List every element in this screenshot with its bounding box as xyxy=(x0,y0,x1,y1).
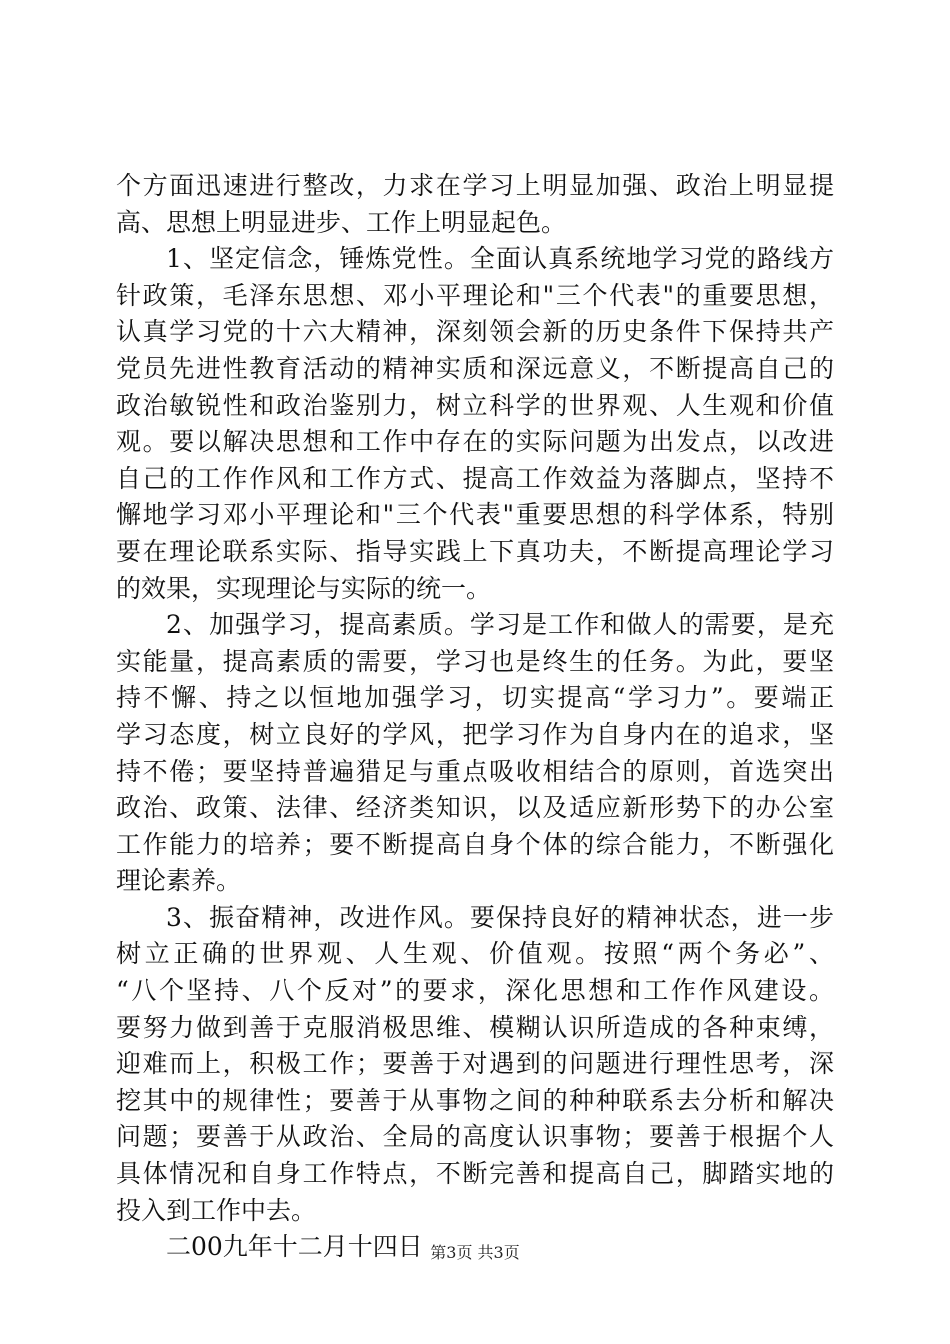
paragraph-line: 持不倦；要坚持普遍猎足与重点吸收相结合的原则，首选突出 xyxy=(116,756,834,786)
paragraph-line: 学习态度，树立良好的学风，把学习作为自身内在的追求，坚 xyxy=(116,719,834,749)
paragraph-line: 观。要以解决思想和工作中存在的实际问题为出发点，以改进 xyxy=(116,427,834,457)
paragraph-line: 针政策，毛泽东思想、邓小平理论和"三个代表"的重要思想， xyxy=(116,280,834,310)
paragraph-line: 要在理论联系实际、指导实践上下真功夫，不断提高理论学习 xyxy=(116,536,834,566)
paragraph-line: 自己的工作作风和工作方式、提高工作效益为落脚点，坚持不 xyxy=(116,463,834,493)
paragraph-line: “八个坚持、八个反对”的要求，深化思想和工作作风建设。 xyxy=(116,976,834,1006)
paragraph-line: 高、思想上明显进步、工作上明显起色。 xyxy=(116,207,567,237)
page-number-footer: 第3页 共3页 xyxy=(430,1243,520,1262)
paragraph-line: 持不懈、持之以恒地加强学习，切实提高“学习力”。要端正 xyxy=(116,683,834,713)
document-date: 二00九年十二月十四日 xyxy=(166,1232,423,1262)
paragraph-line: 2、加强学习，提高素质。学习是工作和做人的需要，是充 xyxy=(166,610,834,640)
paragraph-line: 投入到工作中去。 xyxy=(116,1195,317,1225)
paragraph-line: 懈地学习邓小平理论和"三个代表"重要思想的科学体系，特别 xyxy=(116,500,834,530)
paragraph-line: 政治、政策、法律、经济类知识，以及适应新形势下的办公室 xyxy=(116,793,834,823)
paragraph-line: 个方面迅速进行整改，力求在学习上明显加强、政治上明显提 xyxy=(116,171,834,200)
paragraph-line: 理论素养。 xyxy=(116,866,242,896)
paragraph-line: 党员先进性教育活动的精神实质和深远意义，不断提高自己的 xyxy=(116,353,834,383)
paragraph-line: 问题；要善于从政治、全局的高度认识事物；要善于根据个人 xyxy=(116,1122,834,1152)
paragraph-line: 1、坚定信念，锤炼党性。全面认真系统地学习党的路线方 xyxy=(166,244,834,274)
paragraph-line: 具体情况和自身工作特点，不断完善和提高自己，脚踏实地的 xyxy=(116,1159,834,1189)
paragraph-line: 政治敏锐性和政治鉴别力，树立科学的世界观、人生观和价值 xyxy=(116,390,834,420)
paragraph-line: 3、振奋精神，改进作风。要保持良好的精神状态，进一步 xyxy=(166,902,834,932)
paragraph-line: 树立正确的世界观、人生观、价值观。按照“两个务必”、 xyxy=(116,939,834,969)
paragraph-line: 的效果，实现理论与实际的统一。 xyxy=(116,573,492,603)
paragraph-line: 工作能力的培养；要不断提高自身个体的综合能力，不断强化 xyxy=(116,829,834,859)
paragraph-line: 挖其中的规律性；要善于从事物之间的种种联系去分析和解决 xyxy=(116,1085,834,1115)
paragraph-line: 实能量，提高素质的需要，学习也是终生的任务。为此，要坚 xyxy=(116,646,834,676)
paragraph-line: 要努力做到善于克服消极思维、模糊认识所造成的各种束缚， xyxy=(116,1012,834,1042)
paragraph-line: 认真学习党的十六大精神，深刻领会新的历史条件下保持共产 xyxy=(116,317,834,347)
paragraph-line: 迎难而上，积极工作；要善于对遇到的问题进行理性思考，深 xyxy=(116,1049,834,1079)
document-body xyxy=(116,168,834,1266)
